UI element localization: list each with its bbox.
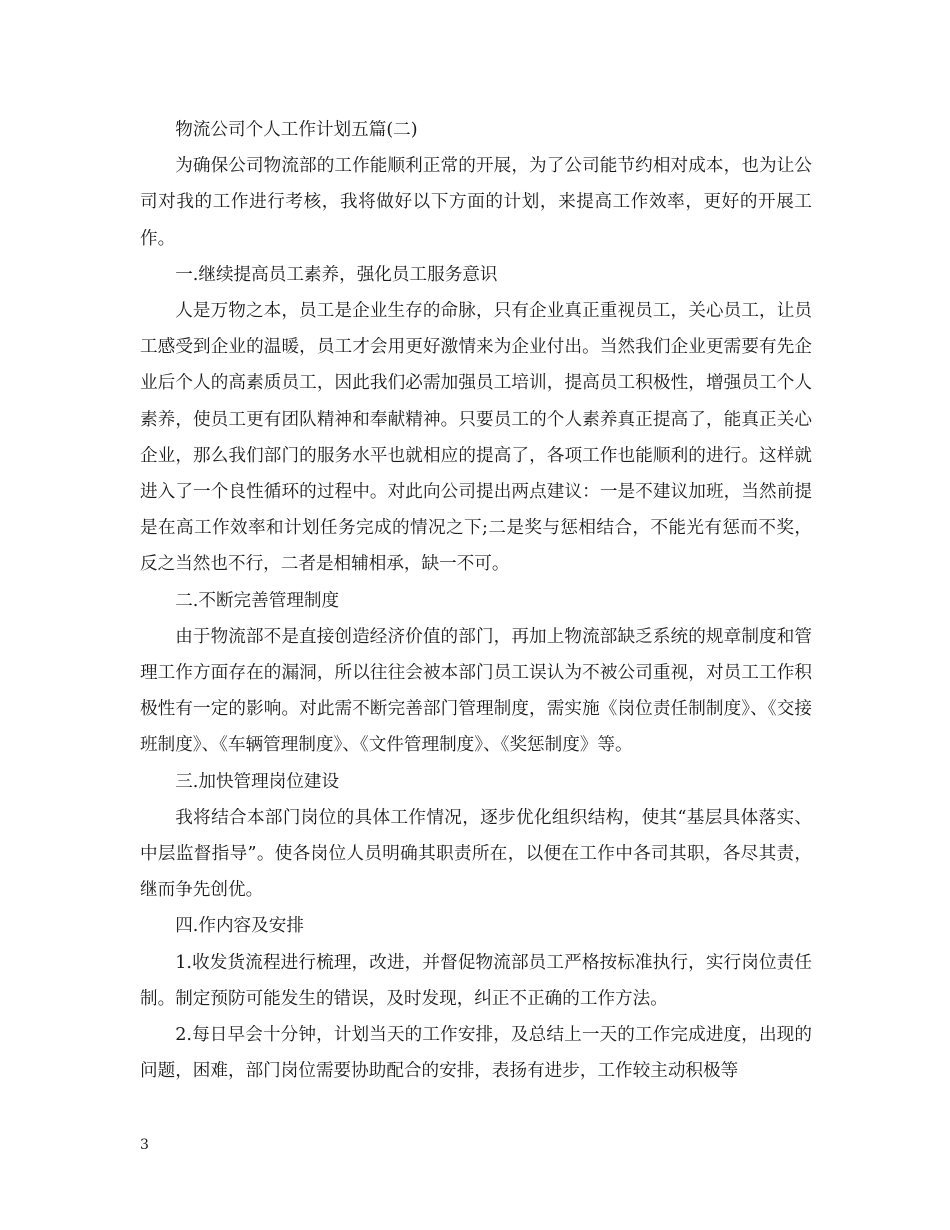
document-body <box>140 112 812 1089</box>
section-1-paragraph: 人是万物之本，员工是企业生存的命脉，只有企业真正重视员工，关心员工，让员工感受到企业的温暖，员工才会用更好激情来为企业付出。当然我们企业更需要有先企业后个人的高素质员工，因此我们必需加强员工培训，提高员工积极性，增强员工个人素养，使员工更有团队精神和奉献精神。只要员工的个人素养真正提高了，能真正关心企业，那么我们部门的服务水平也就相应的提高了，各项工作也能顺利的进行。这样就进入了一个良性循环的过程中。对此向公司提出两点建议：一是不建议加班，当然前提是在高工作效率和计划任务完成的情况之下;二是奖与惩相结合，不能光有惩而不奖，反之当然也不行，二者是相辅相承，缺一不可。 <box>140 301 812 575</box>
section-4-item-1: 1.收发货流程进行梳理，改进，并督促物流部员工严格按标准执行，实行岗位责任制。制定预防可能发生的错误，及时发现，纠正不正确的工作方法。 <box>140 952 812 1009</box>
section-heading-2: 二.不断完善管理制度 <box>175 590 340 611</box>
section-3-paragraph: 我将结合本部门岗位的具体工作情况，逐步优化组织结构，使其“基层具体落实、中层监督指导”。使各岗位人员明确其职责所在，以便在工作中各司其职，各尽其责，继而争先创优。 <box>140 807 812 901</box>
section-heading-1: 一.继续提高员工素养，强化员工服务意识 <box>175 264 498 285</box>
document-heading: 物流公司个人工作计划五篇(二) <box>175 120 418 140</box>
section-4-item-2: 2.每日早会十分钟，计划当天的工作安排，及总结上一天的工作完成进度，出现的问题，困难，部门岗位需要协助配合的安排，表扬有进步，工作较主动积极等 <box>140 1025 812 1082</box>
intro-paragraph: 为确保公司物流部的工作能顺利正常的开展，为了公司能节约相对成本，也为让公司对我的工作进行考核，我将做好以下方面的计划，来提高工作效率，更好的开展工作。 <box>140 156 812 249</box>
section-2-paragraph: 由于物流部不是直接创造经济价值的部门，再加上物流部缺乏系统的规章制度和管理工作方面存在的漏洞，所以往往会被本部门员工误认为不被公司重视，对员工工作积极性有一定的影响。对此需不断完善部门管理制度，需实施《岗位责任制制度》、《交接班制度》、《车辆管理制度》、《文件管理制度》、《奖惩制度》等。 <box>140 626 812 756</box>
section-heading-4: 四.作内容及安排 <box>175 916 304 937</box>
page-number: 3 <box>140 1137 149 1153</box>
section-heading-3: 三.加快管理岗位建设 <box>175 771 340 792</box>
